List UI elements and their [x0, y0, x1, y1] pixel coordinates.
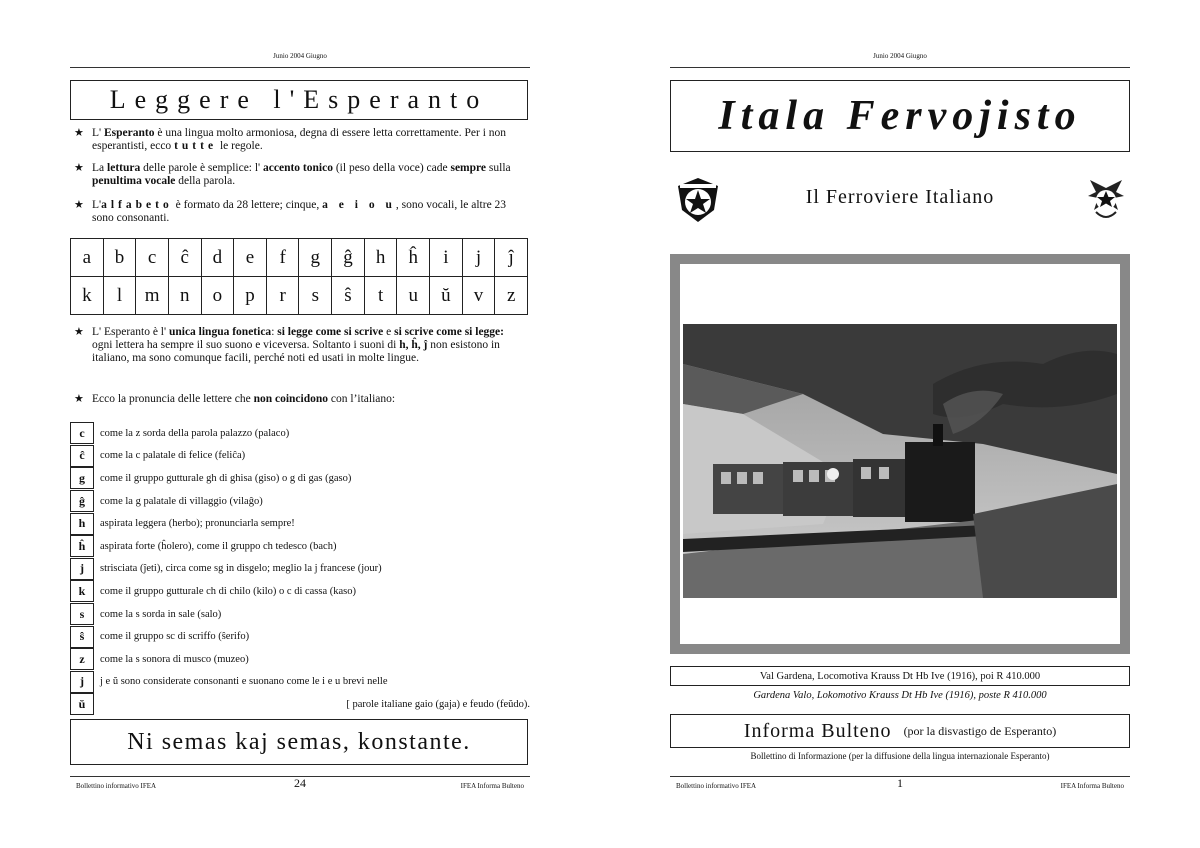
bullet-esperanto: ★ L' Esperanto è una lingua molto armoniosa, degna di essere letta correttamente. Per i non esperantisti, ecco tutte le regole.: [74, 127, 507, 152]
pronunciation-description: come la s sonora di musco (muzeo): [100, 653, 249, 665]
alphabet-letter: g: [299, 239, 332, 277]
pronunciation-letter: h: [70, 513, 94, 535]
pronunciation-description: aspirata leggera (herbo); pronunciarla sempre!: [100, 518, 295, 530]
star-icon: ★: [74, 326, 84, 338]
page-header: Junio 2004 Giugno: [873, 52, 927, 60]
pronunciation-letter: c: [70, 422, 94, 444]
alphabet-table: [70, 238, 528, 315]
pronunciation-description: j e ŭ sono considerate consonanti e suonano come le i e u brevi nelle: [100, 676, 388, 688]
alphabet-letter: k: [71, 277, 104, 315]
pronunciation-letter: z: [70, 648, 94, 670]
alphabet-letter: f: [266, 239, 299, 277]
pronunciation-row: [70, 648, 530, 671]
alphabet-letter: c: [136, 239, 169, 277]
alphabet-row: [71, 277, 528, 315]
alphabet-letter: a: [71, 239, 104, 277]
pronunciation-letter: ĉ: [70, 445, 94, 467]
left-page: [70, 0, 530, 848]
pronunciation-letter: j: [70, 558, 94, 580]
alphabet-letter: v: [462, 277, 495, 315]
alphabet-letter: ŭ: [430, 277, 463, 315]
footer-right: IFEA Informa Bulteno: [460, 782, 524, 790]
alphabet-letter: e: [234, 239, 267, 277]
pronunciation-row: [70, 580, 530, 603]
footer-left: Bollettino informativo IFEA: [676, 782, 757, 790]
pronunciation-letter: ĝ: [70, 490, 94, 512]
motto: Ni semas kaj semas, konstante.: [70, 719, 528, 765]
alphabet-letter: n: [168, 277, 201, 315]
pronunciation-description: strisciata (ĵeti), circa come sg in disgelo; meglio la j francese (jour): [100, 563, 382, 575]
pronunciation-row: [70, 535, 530, 558]
alphabet-letter: s: [299, 277, 332, 315]
pronunciation-row: [70, 671, 530, 694]
pronunciation-row: [70, 467, 530, 490]
pronunciation-row: [70, 625, 530, 648]
alphabet-letter: j: [462, 239, 495, 277]
pronunciation-row: [70, 603, 530, 626]
subtitle: Il Ferroviere Italiano: [805, 186, 995, 208]
alphabet-letter: i: [430, 239, 463, 277]
alphabet-letter: o: [201, 277, 234, 315]
train-photo: [683, 324, 1117, 598]
pronunciation-row: [70, 558, 530, 581]
alphabet-letter: b: [103, 239, 136, 277]
bullet-lettura: ★ La lettura delle parole è semplice: l' accento tonico (il peso della voce) cade sempre sulla penultima vocale della parola.: [74, 162, 511, 187]
alphabet-letter: p: [234, 277, 267, 315]
pronunciation-row: [70, 490, 530, 513]
pronunciation-description: come la c palatale di felice (feliĉa): [100, 450, 246, 462]
alphabet-letter: ĥ: [397, 239, 430, 277]
alphabet-letter: ĉ: [168, 239, 201, 277]
alphabet-letter: ĝ: [332, 239, 365, 277]
footer-left: Bollettino informativo IFEA: [76, 782, 157, 790]
star-icon: ★: [74, 162, 84, 174]
pronunciation-letter: s: [70, 603, 94, 625]
bulletin-italian-line: Bollettino di Informazione (per la diffusione della lingua internazionale Esperanto): [750, 751, 1050, 761]
pronunciation-description: come il gruppo sc di scriffo (ŝerifo): [100, 631, 250, 643]
page-number: 1: [897, 776, 903, 790]
pronunciation-description: [ parole italiane gaio (gaja) e feudo (feŭdo).: [346, 698, 530, 710]
alphabet-letter: ŝ: [332, 277, 365, 315]
star-icon: ★: [74, 127, 84, 139]
alphabet-letter: ĵ: [495, 239, 528, 277]
alphabet-letter: t: [364, 277, 397, 315]
right-page: [670, 0, 1130, 848]
pronunciation-description: come la s sorda in sale (salo): [100, 608, 222, 620]
pronunciation-description: come il gruppo gutturale ch di chilo (kilo) o c di cassa (kaso): [100, 585, 357, 597]
star-emblem-icon: [1084, 176, 1128, 224]
alphabet-letter: r: [266, 277, 299, 315]
pronunciation-row: [70, 693, 530, 716]
pronunciation-letter: j: [70, 671, 94, 693]
header-rule: [670, 67, 1130, 68]
pronunciation-letter: ŝ: [70, 626, 94, 648]
page-title: Leggere l'Esperanto: [70, 80, 528, 120]
star-icon: ★: [74, 393, 84, 405]
pronunciation-description: come il gruppo gutturale gh di ghisa (giso) o g di gas (gaso): [100, 472, 352, 484]
pronunciation-row: [70, 512, 530, 535]
pronunciation-letter: g: [70, 467, 94, 489]
masthead: Itala Fervojisto: [670, 80, 1130, 152]
alphabet-letter: u: [397, 277, 430, 315]
pronunciation-description: aspirata forte (ĥolero), come il gruppo ch tedesco (bach): [100, 540, 337, 552]
pronunciation-description: come la z sorda della parola palazzo (palaco): [100, 427, 290, 439]
footer-right: IFEA Informa Bulteno: [1060, 782, 1124, 790]
page-header: Junio 2004 Giugno: [273, 52, 327, 60]
photo-caption-esperanto: Gardena Valo, Lokomotivo Krauss Dt Hb Ive (1916), poste R 410.000: [753, 690, 1047, 701]
bullet-pronuncia: ★ Ecco la pronuncia delle lettere che non coincidono con l’italiano:: [74, 393, 396, 405]
photo-caption: Val Gardena, Locomotiva Krauss Dt Hb Ive (1916), poi R 410.000: [670, 666, 1130, 686]
alphabet-letter: m: [136, 277, 169, 315]
bullet-fonetica: ★ L' Esperanto è l' unica lingua fonetica: si legge come si scrive e si scrive come si legge: ogni lettera ha sempre il suo suono e viceversa. Soltanto i suoni di h, ĥ, ĵ non esistono in italiano, ma sono comunque facili, perché noti ed usati in molte lingue.: [74, 326, 504, 364]
pronunciation-list: [70, 422, 530, 716]
alphabet-letter: z: [495, 277, 528, 315]
pronunciation-row: [70, 422, 530, 445]
star-icon: ★: [74, 199, 84, 211]
alphabet-letter: l: [103, 277, 136, 315]
bulletin-title: Informa Bulteno: [743, 719, 892, 742]
pronunciation-letter: ĥ: [70, 535, 94, 557]
pronunciation-row: [70, 445, 530, 468]
alphabet-letter: d: [201, 239, 234, 277]
pronunciation-letter: ŭ: [70, 693, 94, 715]
page-number: 24: [294, 776, 306, 790]
pronunciation-description: come la g palatale di villaggio (vilaĝo): [100, 495, 263, 507]
header-rule: [70, 67, 530, 68]
pronunciation-letter: k: [70, 580, 94, 602]
alphabet-letter: h: [364, 239, 397, 277]
alphabet-row: [71, 239, 528, 277]
bulletin-subtitle: (por la disvastigo de Esperanto): [903, 723, 1057, 738]
bullet-alfabeto: ★ L'alfabeto è formato da 28 lettere; cinque, a e i o u, sono vocali, le altre 23 sono consonanti.: [74, 199, 507, 224]
photo-frame: [670, 254, 1130, 654]
bulletin-title-box: [670, 714, 1130, 748]
